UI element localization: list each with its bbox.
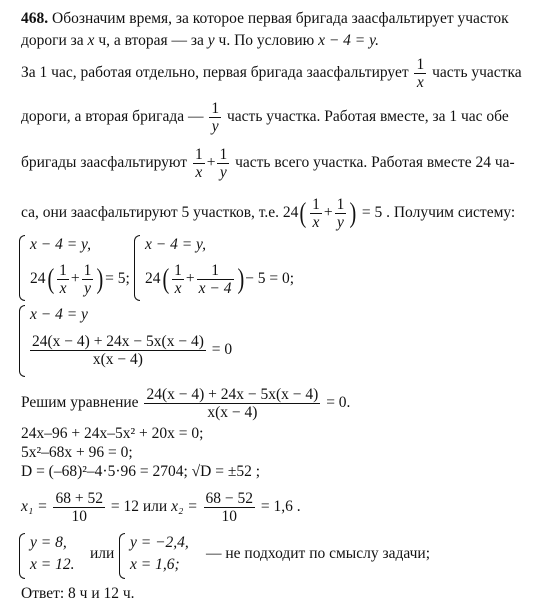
step-eq-1: 24x–96 + 24x–5x² + 20x = 0; [21, 425, 204, 442]
brace [19, 305, 25, 377]
x1-fraction: $\frac{68 + 52}{10}$ [55, 490, 103, 525]
para-2 [21, 100, 509, 135]
condition-eq: x − 4 = y. [318, 32, 380, 49]
brace-left [19, 235, 25, 301]
note-not-suitable: — не подходит по смыслу задачи; [206, 545, 431, 562]
solve-fraction: $\frac{24(x - 4) + 24x - 5x(x - 4)}{x(x - 4)}$ [146, 386, 319, 421]
brace-b [119, 533, 125, 579]
system-a-row2: x = 12. [30, 556, 75, 573]
para4-text-c: = 5 . Получим систему: [361, 204, 516, 222]
system1-right-row1: x − 4 = y, [145, 236, 206, 253]
solve-text: Решим уравнение [21, 394, 139, 412]
step-eq-2: 5x²–68x + 96 = 0; [21, 444, 133, 461]
system-b-row1: y = −2,4, [130, 534, 189, 551]
para3-text-a: бригады заасфальтируют [21, 154, 188, 172]
coef-24: 24 [282, 204, 299, 222]
fraction-1-over-y: $\frac{1}{y}$ [219, 146, 228, 181]
para1-text-b: часть участка [432, 64, 522, 82]
fraction-1-over-x: $\frac{1}{x}$ [416, 56, 425, 91]
x1-label: x₁ = [21, 498, 48, 516]
problem-text-2c: ч, а вторая — за [98, 32, 204, 49]
problem-text-1: Обозначим время, за которое первая бригада заасфальтирует участок [52, 10, 509, 27]
solve-rhs: = 0. [326, 394, 351, 412]
system1-left-row1: x − 4 = y, [30, 236, 91, 253]
para-4: са, они заасфальтируют 5 участков, т.е. 24( $\frac{1}{x}$ + $\frac{1}{y}$ ) = 5 . Получим систему: [21, 196, 516, 231]
fraction-1-over-y: $\frac{1}{y}$ [211, 100, 220, 135]
problem-text-2e: ч. По условию [218, 32, 315, 49]
system1-right-row2: 24( $\frac{1}{x}$ + $\frac{1}{x - 4}$ )− 5 = 0; [145, 262, 295, 297]
problem-number: 468. [21, 10, 49, 27]
system1-left-row2: 24( $\frac{1}{x}$ + $\frac{1}{y}$ )= 5; [30, 262, 130, 297]
problem-text-2a: дороги за [21, 32, 84, 49]
solve-line [21, 386, 350, 421]
para2-text-b: часть участка. Работая вместе, за 1 час обе [227, 108, 509, 126]
system2-row1: x − 4 = y [30, 306, 88, 323]
answer: Ответ: 8 ч и 12 ч. [21, 585, 135, 602]
x2-label: x₂ = [171, 498, 198, 516]
para4-text-a: са, они заасфальтируют 5 участков, т.е. [21, 204, 280, 222]
brace-right [134, 235, 140, 301]
step-discriminant: D = (–68)²–4·5·96 = 2704; √D = ±52 ; [21, 463, 261, 480]
x2-value: = 1,6 . [260, 498, 301, 516]
system-a-row1: y = 8, [30, 534, 67, 551]
system2-row2: $\frac{24(x - 4) + 24x - 5x(x - 4)}{x(x - 4)}$ = 0 [32, 333, 233, 368]
roots-line [21, 490, 301, 525]
para-3: бригады заасфальтируют $\frac{1}{x}$ + $\frac{1}{y}$ часть всего участка. Работая вместе 24 ча- [21, 146, 515, 181]
var-x: x [87, 32, 95, 49]
x2-fraction: $\frac{68 - 52}{10}$ [205, 490, 254, 525]
or-word: или [90, 545, 115, 562]
brace-a [19, 533, 25, 579]
system-b-row2: x = 1,6; [130, 556, 180, 573]
para-1 [21, 56, 522, 91]
para1-text-a: За 1 час, работая отдельно, первая бригада заасфальтирует [21, 64, 409, 82]
para3-text-b: часть всего участка. Работая вместе 24 ча- [235, 154, 515, 172]
problem-line-1 [21, 9, 509, 29]
fraction-1-over-x: $\frac{1}{x}$ [194, 146, 203, 181]
x1-value: = 12 или [110, 498, 168, 516]
var-y: y [207, 32, 215, 49]
para2-text-a: дороги, а вторая бригада — [21, 108, 204, 126]
problem-line-2 [21, 31, 379, 51]
